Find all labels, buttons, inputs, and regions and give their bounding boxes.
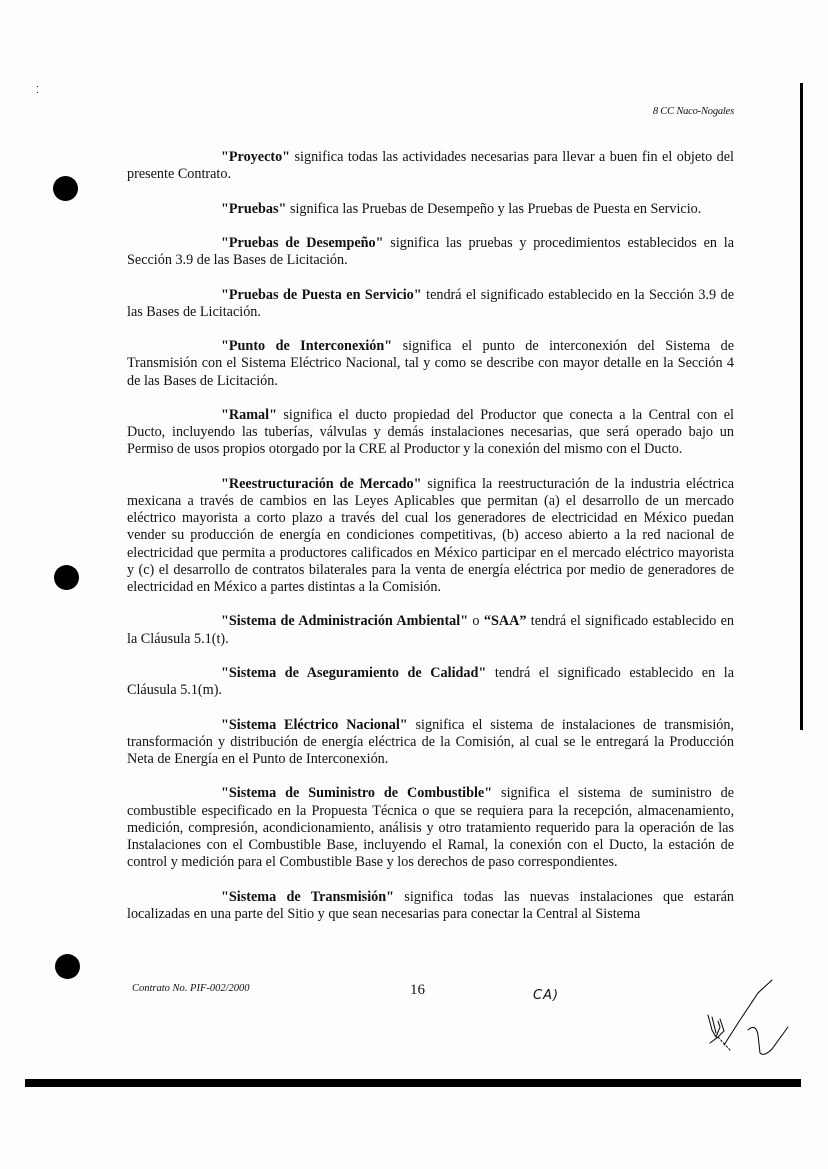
definition-sistema-de-aseguramiento-de-calidad <box>127 665 734 699</box>
definition-text: significa la reestructuración de la industria eléctrica mexicana a través de cambios en las Leyes Aplicables que permitan (a) el desarrollo de un mercado eléctrico mayorista a corto plazo a través del cual los generadores de electricidad en México puedan vender su producción de energía en condiciones competitivas, (b) acceso abierto a la red nacional de electricidad que permita a productores calificados en México participar en el mercado eléctrico mayorista y (c) el desarrollo de contratos bilaterales para la venta de energía eléctrica por medio de generadores de electricidad en México a partes distintas a la Comisión. <box>127 475 734 595</box>
definition-sistema-de-administracion-ambiental <box>127 613 734 647</box>
handwritten-signature <box>690 975 800 1065</box>
definition-text: tendrá el significado establecido en la Sección 3.9 de las Bases de Licitación. <box>127 286 734 320</box>
definition-punto-de-interconexion <box>127 338 734 390</box>
definition-term: "Pruebas" <box>221 200 287 217</box>
definition-text: significa las Pruebas de Desempeño y las Pruebas de Puesta en Servicio. <box>286 200 702 217</box>
definition-connector: o <box>468 613 484 630</box>
definition-term: "Ramal" <box>221 406 277 423</box>
definition-term: "Sistema de Transmisión" <box>221 888 394 905</box>
definition-term: "Sistema de Suministro de Combustible" <box>221 785 493 802</box>
definition-text: significa el sistema de instalaciones de transmisión, transformación y distribución de energía eléctrica de la Comisión, al cual se le entregará la Producción Neta de Energía en el Punto de Interconexión. <box>127 716 734 767</box>
right-margin-rule <box>800 83 803 730</box>
definition-text: significa el punto de interconexión del Sistema de Transmisión con el Sistema Eléctrico Nacional, tal y como se describe con mayor detalle en la Sección 4 de las Bases de Licitación. <box>127 338 735 389</box>
definitions-body <box>127 149 734 923</box>
definition-pruebas-de-desempeno <box>127 235 734 269</box>
definition-term: "Sistema de Aseguramiento de Calidad" <box>221 664 487 681</box>
definition-text: significa las pruebas y procedimientos establecidos en la Sección 3.9 de las Bases de Licitación. <box>127 234 735 269</box>
definition-term: "Punto de Interconexión" <box>221 338 393 355</box>
definition-text: significa el ducto propiedad del Productor que conecta a la Central con el Ducto, incluyendo las tuberías, válvulas y demás instalaciones necesarias, que será operado bajo un Permiso de usos propios otorgado por la CRE al Productor y la conexión del mismo con el Ducto. <box>127 406 734 458</box>
definition-sistema-electrico-nacional <box>127 717 734 769</box>
definition-reestructuracion-de-mercado <box>127 476 734 596</box>
definition-term-alias: “SAA” <box>483 613 527 630</box>
scan-specks <box>37 86 39 96</box>
definition-proyecto <box>127 149 734 183</box>
punch-hole-bottom <box>55 954 80 979</box>
definition-sistema-de-transmision <box>127 889 734 923</box>
definition-term: "Sistema Eléctrico Nacional" <box>221 716 408 733</box>
definition-text: significa el sistema de suministro de combustible especificado en la Propuesta Técnica o que se requiera para la recepción, almacenamiento, medición, compresión, acondicionamiento, análisis y otro tratamiento requerido para la operación de las Instalaciones con el Combustible Base, incluyendo el Ramal, la conexión con el Ducto, la estación de control y medición para el Combustible Base y los derechos de paso correspondientes. <box>127 785 734 871</box>
punch-hole-top <box>53 176 78 201</box>
page-number: 16 <box>410 982 425 998</box>
definition-term: "Pruebas de Puesta en Servicio" <box>221 286 422 303</box>
definition-term: "Proyecto" <box>221 149 291 165</box>
handwritten-initials: CA) <box>533 988 560 1003</box>
definition-sistema-de-suministro-de-combustible <box>127 785 734 871</box>
definition-text: significa todas las nuevas instalaciones que estarán localizadas en una parte del Sitio y que sean necesarias para conectar la Central al Sistema <box>127 888 734 922</box>
bottom-page-rule <box>25 1079 801 1087</box>
definition-text: tendrá el significado establecido en la Cláusula 5.1(m). <box>127 664 734 699</box>
definition-term: "Reestructuración de Mercado" <box>221 475 422 492</box>
definition-term: "Sistema de Administración Ambiental" <box>221 613 469 630</box>
definition-pruebas <box>127 201 734 218</box>
punch-hole-middle <box>54 565 79 590</box>
header-reference: 8 CC Naco-Nogales <box>652 106 734 117</box>
definition-text: significa todas las actividades necesarias para llevar a buen fin el objeto del presente Contrato. <box>127 149 734 183</box>
definition-term: "Pruebas de Desempeño" <box>221 234 384 251</box>
definition-pruebas-de-puesta-en-servicio <box>127 287 734 321</box>
footer-contract-number: Contrato No. PIF-002/2000 <box>132 983 250 994</box>
definition-text: tendrá el significado establecido en la Cláusula 5.1(t). <box>127 613 735 647</box>
definition-ramal <box>127 407 734 459</box>
